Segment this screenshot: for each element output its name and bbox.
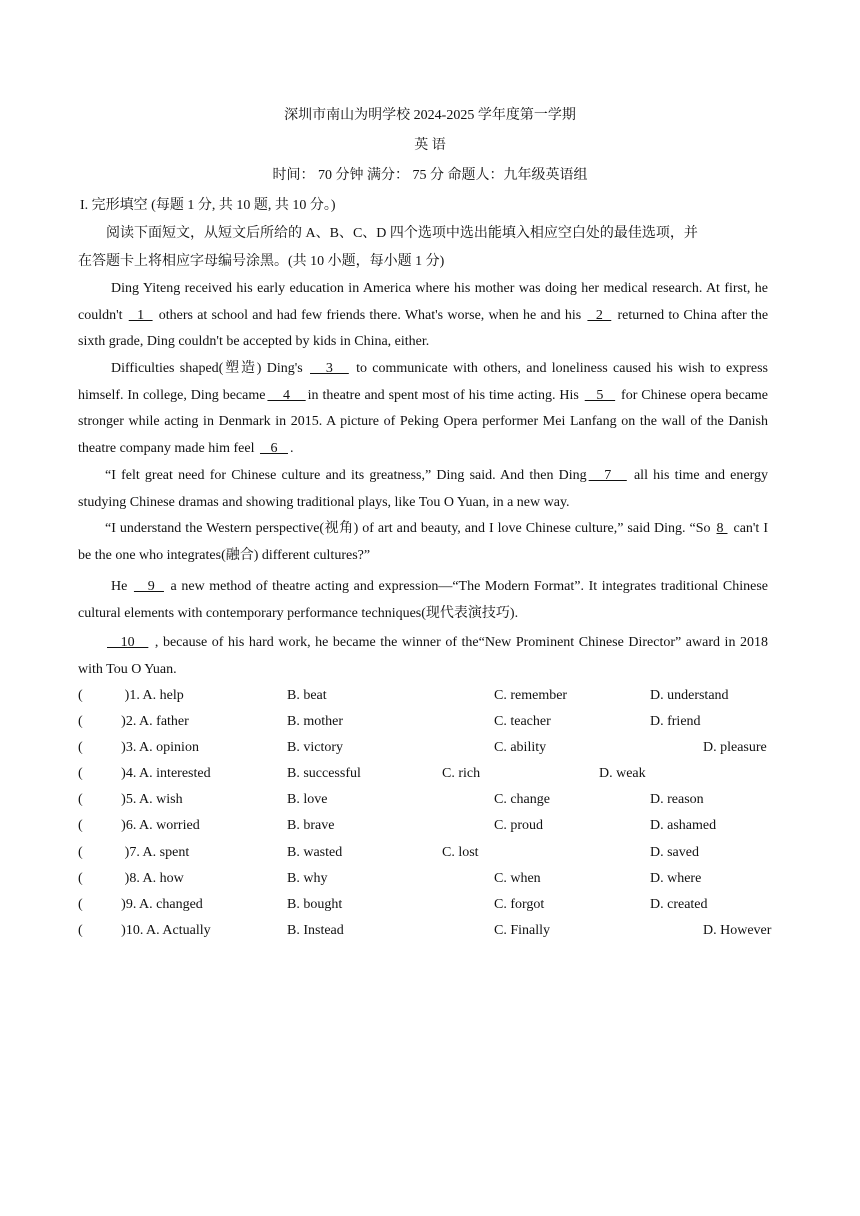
option-c: C. lost [442, 845, 479, 860]
option-d: D. friend [650, 714, 701, 729]
blank-8: 8 [716, 521, 728, 536]
subject-title: 英 语 [414, 138, 446, 153]
blank-4: 4 [267, 387, 306, 403]
p2-text-3: in theatre and spent most of his time acting. His [307, 387, 583, 403]
p6-text-1: , because of his hard work, he became the winner of the“New Prominent Chinese Director” award in 2018 with Tou O Yuan. [78, 635, 768, 677]
option-c: C. Finally [494, 923, 551, 938]
instruction-line-2: 在答题卡上将相应字母编号涂黑。(共 10 小题，每小题 1 分) [78, 254, 445, 269]
instruction-line-1: 阅读下面短文，从短文后所给的 A、B、C、D 四个选项中选出能填入相应空白处的最佳选项，并 [106, 226, 698, 241]
p4-text-2: can't I be the one who integrates(融合) different cultures?” [78, 521, 768, 563]
paragraph-1 [78, 276, 768, 356]
option-d: D. However [703, 923, 772, 938]
option-b: B. bought [287, 897, 343, 912]
option-c: C. remember [494, 688, 568, 703]
option-d: D. where [650, 871, 702, 886]
paragraph-5 [78, 574, 768, 627]
option-d: D. created [650, 897, 708, 912]
option-c: C. ability [494, 740, 547, 755]
question-number-option-a: ( )5. A. wish [78, 792, 183, 807]
option-d: D. ashamed [650, 818, 717, 833]
exam-info: 时间： 70 分钟 满分： 75 分 命题人：九年级英语组 [272, 168, 588, 183]
question-number-option-a: ( )2. A. father [78, 714, 189, 729]
blank-10: 10 [107, 635, 149, 650]
question-number-option-a: ( )3. A. opinion [78, 740, 199, 755]
question-number-option-a: ( )9. A. changed [78, 897, 203, 912]
p1-text-2: others at school and had few friends there. What's worse, when he and his [154, 307, 586, 323]
question-number-option-a: ( )4. A. interested [78, 766, 211, 781]
paragraph-2 [78, 356, 768, 462]
school-title: 深圳市南山为明学校 2024-2025 学年度第一学期 [284, 108, 576, 123]
p2-text-4: for Chinese opera became stronger while acting in Denmark in 2015. A picture of Peking Opera performer Mei Lanfang on the wall of the Danish theatre company made him feel [78, 387, 769, 456]
blank-3: 3 [310, 361, 349, 376]
blank-6: 6 [259, 440, 288, 456]
option-d: D. understand [650, 688, 729, 703]
question-number-option-a: ( )1. A. help [78, 688, 184, 703]
option-b: B. victory [287, 740, 343, 755]
option-c: C. teacher [494, 714, 551, 729]
p2-text-1: Difficulties shaped(塑造) Ding's [111, 361, 308, 376]
p4-text-1: “I understand the Western perspective(视角) of art and beauty, and I love Chinese culture,” said Ding. “So [105, 521, 715, 536]
p3-text-2: all his time and energy studying Chinese dramas and showing traditional plays, like Tou O Yuan, in a new way. [78, 468, 768, 510]
option-d: D. pleasure [703, 740, 767, 755]
p5-text-2: a new method of theatre acting and expression—“The Modern Format”. It integrates traditional Chinese cultural elements with contemporary performance techniques(现代表演技巧). [78, 579, 769, 621]
option-b: B. Instead [287, 923, 344, 938]
question-number-option-a: ( )10. A. Actually [78, 923, 211, 938]
question-number-option-a: ( )6. A. worried [78, 818, 200, 833]
option-c: C. change [494, 792, 550, 807]
option-c: C. proud [494, 818, 543, 833]
blank-5: 5 [584, 387, 616, 403]
section-title: I. 完形填空 (每题 1 分, 共 10 题, 共 10 分。) [80, 198, 336, 213]
paragraph-6 [78, 630, 768, 683]
option-b: B. brave [287, 818, 335, 833]
blank-7: 7 [588, 468, 627, 483]
p2-text-2: to communicate with others, and loneliness caused his wish to express himself. In college, Ding became [78, 361, 768, 403]
blank-1: 1 [128, 307, 153, 323]
option-b: B. wasted [287, 845, 343, 860]
question-number-option-a: ( )7. A. spent [78, 845, 190, 860]
question-number-option-a: ( )8. A. how [78, 871, 184, 886]
option-c: C. forgot [494, 897, 545, 912]
option-b: B. successful [287, 766, 361, 781]
p1-text-3: returned to China after the sixth grade, Ding couldn't be accepted by kids in China, either. [78, 307, 769, 349]
option-d: D. saved [650, 845, 699, 860]
blank-2: 2 [587, 307, 612, 323]
option-b: B. mother [287, 714, 343, 729]
option-d: D. reason [650, 792, 704, 807]
option-c: C. rich [442, 766, 481, 781]
paragraph-4 [78, 516, 768, 569]
p1-text-1: Ding Yiteng received his early education in America where his mother was doing her medical research. At first, he couldn't [78, 281, 768, 323]
option-b: B. beat [287, 688, 327, 703]
option-b: B. love [287, 792, 328, 807]
p3-text-1: “I felt great need for Chinese culture and its greatness,” Ding said. And then Ding [105, 468, 587, 483]
blank-9: 9 [133, 579, 164, 594]
p2-text-5: . [289, 440, 294, 456]
p5-text-1: He [111, 579, 132, 594]
option-c: C. when [494, 871, 541, 886]
option-b: B. why [287, 871, 328, 886]
paragraph-3 [78, 463, 768, 516]
option-d: D. weak [599, 766, 646, 781]
